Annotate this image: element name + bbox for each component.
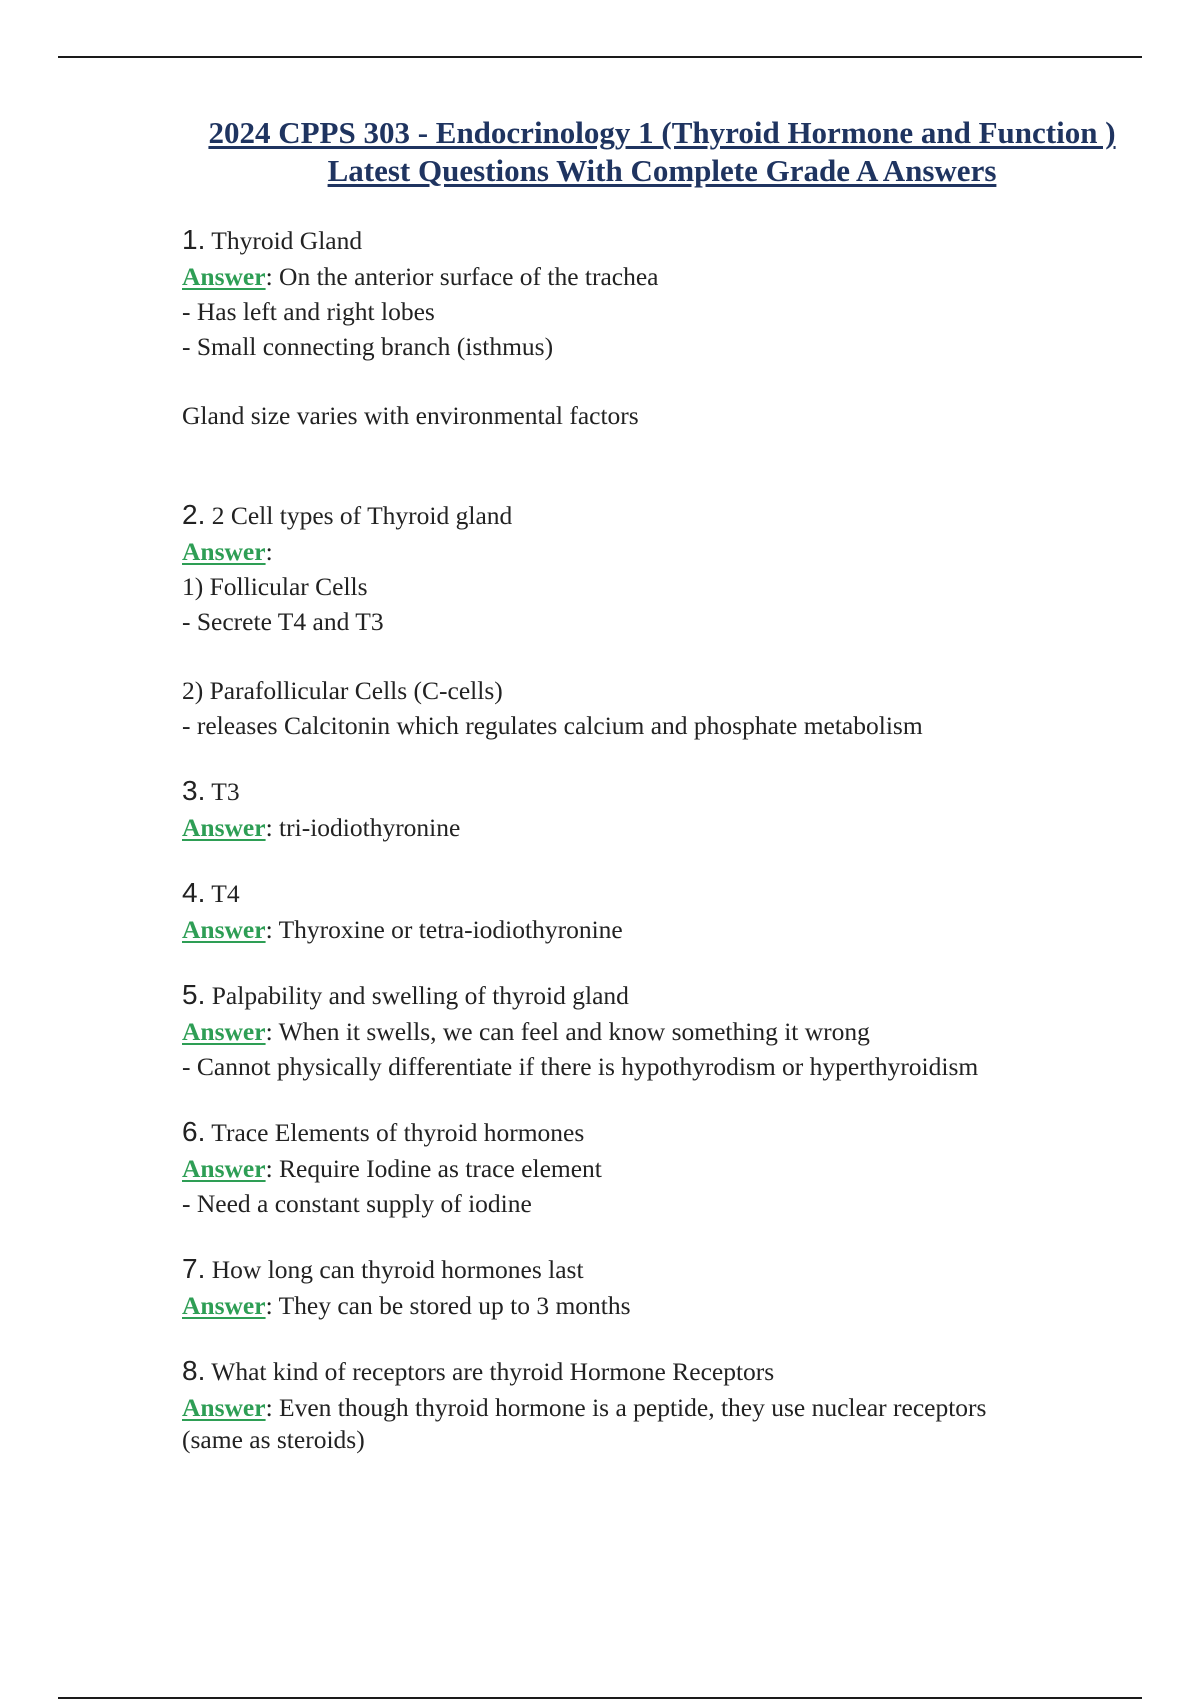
- answer-label: Answer: [182, 813, 266, 842]
- question-number: 8.: [182, 1355, 206, 1386]
- question-number: 1.: [182, 224, 206, 255]
- answer-detail: - Cannot physically differentiate if there is hypothyrodism or hyperthyroidism: [182, 1052, 979, 1081]
- title-line-2: Latest Questions With Complete Grade A Answers: [327, 153, 997, 188]
- question-heading: [182, 1353, 1142, 1390]
- answer-line: [182, 912, 1142, 947]
- question-text: T3: [211, 777, 240, 806]
- answer-detail: 2) Parafollicular Cells (C-cells): [182, 676, 503, 705]
- answer-text: : Require Iodine as trace element: [265, 1154, 602, 1183]
- answer-line: [182, 259, 1142, 294]
- question-heading: [182, 1114, 1142, 1151]
- question-item: [182, 222, 1142, 433]
- answer-label: Answer: [182, 915, 266, 944]
- answer-label: Answer: [182, 1291, 266, 1320]
- question-item: [182, 773, 1142, 845]
- answer-detail: (same as steroids): [182, 1425, 365, 1454]
- answer-label: Answer: [182, 1017, 266, 1046]
- answer-line: [182, 1288, 1142, 1323]
- question-item: [182, 1251, 1142, 1323]
- question-item: [182, 1114, 1142, 1221]
- document-title: [182, 114, 1142, 190]
- answer-line: [182, 810, 1142, 845]
- answer-detail: - releases Calcitonin which regulates calcium and phosphate metabolism: [182, 711, 923, 740]
- question-number: 6.: [182, 1116, 206, 1147]
- question-heading: [182, 977, 1142, 1014]
- question-heading: [182, 497, 1142, 534]
- answer-line: [182, 1014, 1142, 1049]
- question-heading: [182, 222, 1142, 259]
- question-number: 5.: [182, 979, 206, 1010]
- answer-label: Answer: [182, 537, 266, 566]
- answer-text: : They can be stored up to 3 months: [265, 1291, 631, 1320]
- question-number: 3.: [182, 775, 206, 806]
- document-body: [182, 114, 1142, 1485]
- answer-detail: - Need a constant supply of iodine: [182, 1189, 532, 1218]
- question-number: 7.: [182, 1253, 206, 1284]
- question-text: Thyroid Gland: [211, 226, 363, 255]
- blank-line: [182, 639, 1142, 673]
- blank-line: [182, 364, 1142, 398]
- question-heading: [182, 1251, 1142, 1288]
- answer-detail: - Small connecting branch (isthmus): [182, 332, 554, 361]
- answer-detail: - Has left and right lobes: [182, 297, 435, 326]
- answer-text: : When it swells, we can feel and know something it wrong: [265, 1017, 870, 1046]
- question-text: 2 Cell types of Thyroid gland: [211, 501, 513, 530]
- question-text: Palpability and swelling of thyroid gland: [211, 981, 629, 1010]
- answer-detail: 1) Follicular Cells: [182, 572, 368, 601]
- answer-text: : On the anterior surface of the trachea: [265, 262, 659, 291]
- answer-text: : tri-iodiothyronine: [265, 813, 461, 842]
- question-text: How long can thyroid hormones last: [211, 1255, 584, 1284]
- answer-line: [182, 1390, 1142, 1425]
- question-item: [182, 497, 1142, 743]
- answer-line: [182, 1151, 1142, 1186]
- title-line-1: 2024 CPPS 303 - Endocrinology 1 (Thyroid Hormone and Function ): [208, 115, 1116, 150]
- footer-rule: [58, 1697, 1142, 1699]
- question-heading: [182, 875, 1142, 912]
- question-item: [182, 977, 1142, 1084]
- answer-detail: - Secrete T4 and T3: [182, 607, 384, 636]
- question-number: 4.: [182, 877, 206, 908]
- answer-label: Answer: [182, 1393, 266, 1422]
- answer-label: Answer: [182, 262, 266, 291]
- answer-text: : Thyroxine or tetra-iodiothyronine: [265, 915, 623, 944]
- answer-label: Answer: [182, 1154, 266, 1183]
- answer-text: : Even though thyroid hormone is a peptide, they use nuclear receptors: [265, 1393, 987, 1422]
- question-item: [182, 1353, 1142, 1455]
- question-heading: [182, 773, 1142, 810]
- question-text: What kind of receptors are thyroid Hormone Receptors: [211, 1357, 775, 1386]
- question-item: [182, 875, 1142, 947]
- question-text: T4: [211, 879, 240, 908]
- answer-text: :: [265, 537, 273, 566]
- question-number: 2.: [182, 499, 206, 530]
- answer-line: [182, 534, 1142, 569]
- header-rule: [58, 56, 1142, 58]
- answer-detail: Gland size varies with environmental factors: [182, 401, 639, 430]
- question-text: Trace Elements of thyroid hormones: [211, 1118, 585, 1147]
